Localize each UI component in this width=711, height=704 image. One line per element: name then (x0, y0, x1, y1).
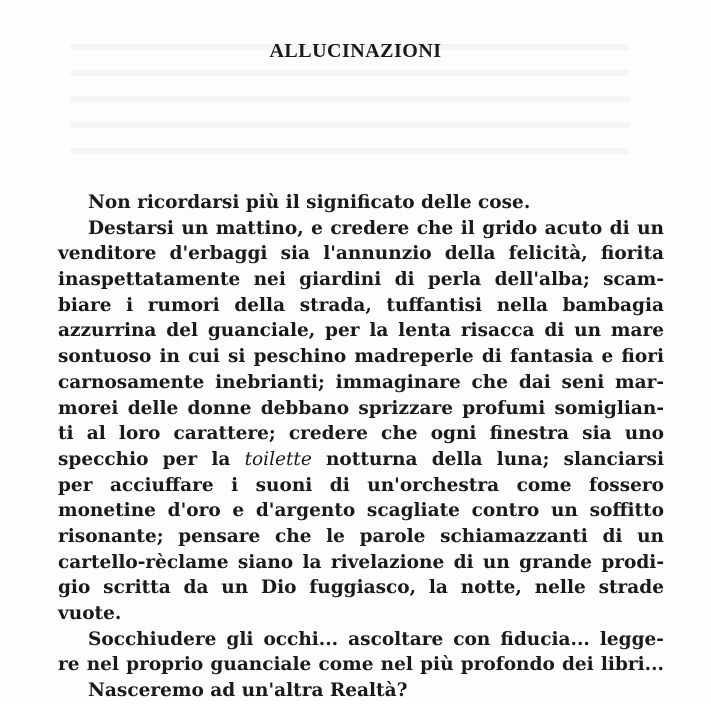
text-segment: specchio per la (58, 448, 245, 470)
text-segment: notturna della luna; slanciarsi (311, 448, 664, 470)
text-line: ti al loro carattere; credere che ogni finestra sia uno (58, 423, 664, 445)
text-line: azzurrina del guanciale, per la lenta risacca di un mare (58, 320, 664, 342)
text-line: re nel proprio guanciale come nel più profondo dei libri... (58, 654, 664, 676)
text-line: monetine d'oro e d'argento scagliate contro un soffitto (58, 500, 664, 522)
text-line (58, 447, 664, 473)
show-through-line (70, 148, 630, 154)
text-line: Non ricordarsi più il significato delle cose. (88, 192, 531, 213)
text-line: per acciuffare i suoni di un'orchestra come fossero (58, 474, 664, 496)
text-line: carnosamente inebrianti; immaginare che dai seni mar- (58, 371, 664, 393)
text-line: morei delle donne debbano sprizzare profumi somiglian- (58, 397, 664, 419)
text-line: sontuoso in cui si peschino madreperle di fantasia e fiori (58, 346, 664, 368)
page-title: ALLUCINAZIONI (269, 40, 442, 62)
text-line: Socchiudere gli occhi... ascoltare con fiducia... legge- (88, 628, 664, 650)
show-through-line (70, 70, 630, 76)
text-line: Nasceremo ad un'altra Realtà? (88, 680, 408, 702)
text-line: risonante; pensare che le parole schiamazzanti di un (58, 525, 664, 547)
text-line: gio scritta da un Dio fuggiasco, la notte, nelle strade (58, 577, 664, 599)
show-through-line (70, 96, 630, 102)
italic-word: toilette (244, 448, 312, 470)
text-line: biare i rumori della strada, tuffantisi nella bambagia (58, 294, 664, 316)
text-line: venditore d'erbaggi sia l'annunzio della felicità, fiorita (58, 243, 664, 265)
text-line: cartello-rèclame siano la rivelazione di un grande prodi- (58, 551, 664, 573)
text-line: vuote. (58, 603, 122, 624)
text-line: Destarsi un mattino, e credere che il grido acuto di un (88, 217, 664, 239)
show-through-line (70, 122, 630, 128)
body-text (58, 190, 664, 704)
text-line: inaspettatamente nei giardini di perla dell'alba; scam- (58, 269, 664, 291)
